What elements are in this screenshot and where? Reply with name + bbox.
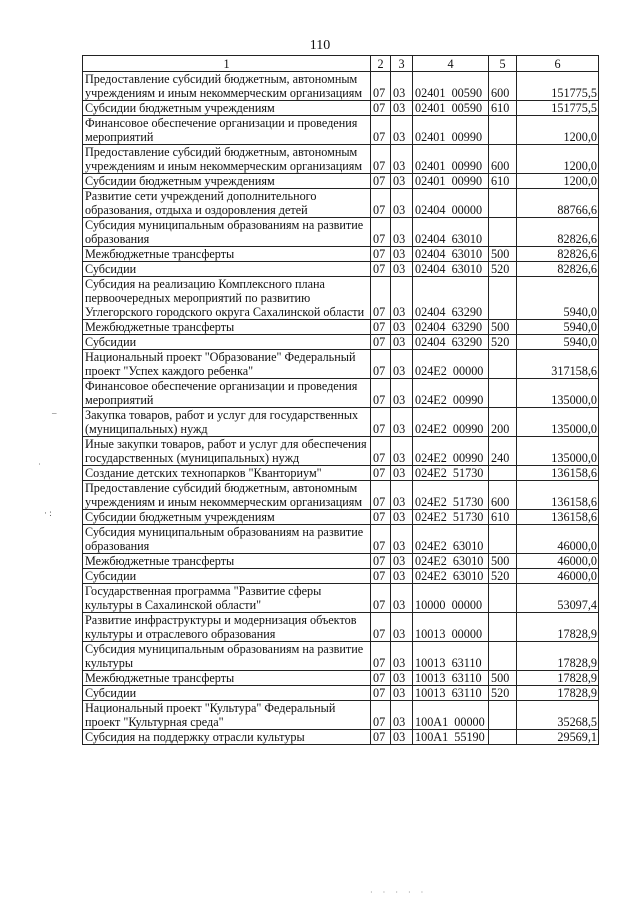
- row-expense-type: 610: [489, 510, 517, 525]
- table-row: [83, 730, 599, 745]
- table-row: [83, 379, 599, 408]
- row-section: 07: [371, 174, 391, 189]
- table-row: [83, 262, 599, 277]
- row-subsection: 03: [391, 671, 413, 686]
- header-col-5: 5: [489, 56, 517, 72]
- row-name: Закупка товаров, работ и услуг для государственных (муниципальных) нужд: [83, 408, 371, 437]
- table-row: [83, 116, 599, 145]
- row-amount: 17828,9: [517, 671, 599, 686]
- row-section: 07: [371, 730, 391, 745]
- row-amount: 29569,1: [517, 730, 599, 745]
- row-amount: 5940,0: [517, 335, 599, 350]
- row-target-article: 100A1 55190: [413, 730, 489, 745]
- row-section: 07: [371, 189, 391, 218]
- row-amount: 136158,6: [517, 510, 599, 525]
- table-row: [83, 554, 599, 569]
- row-expense-type: [489, 642, 517, 671]
- row-subsection: 03: [391, 101, 413, 116]
- scan-mark: –: [52, 408, 57, 418]
- row-section: 07: [371, 481, 391, 510]
- row-expense-type: [489, 116, 517, 145]
- row-subsection: 03: [391, 145, 413, 174]
- row-amount: 317158,6: [517, 350, 599, 379]
- row-subsection: 03: [391, 466, 413, 481]
- row-expense-type: [489, 189, 517, 218]
- row-target-article: 02404 00000: [413, 189, 489, 218]
- row-target-article: 024E2 00990: [413, 437, 489, 466]
- row-subsection: 03: [391, 116, 413, 145]
- row-amount: 136158,6: [517, 481, 599, 510]
- row-expense-type: 200: [489, 408, 517, 437]
- table-row: [83, 466, 599, 481]
- table-row: [83, 613, 599, 642]
- row-section: 07: [371, 510, 391, 525]
- row-section: 07: [371, 408, 391, 437]
- table-row: [83, 408, 599, 437]
- row-section: 07: [371, 262, 391, 277]
- row-name: Предоставление субсидий бюджетным, автономным учреждениям и иным некоммерческим организациям: [83, 72, 371, 101]
- row-target-article: 02401 00590: [413, 72, 489, 101]
- row-name: Развитие сети учреждений дополнительного образования, отдыха и оздоровления детей: [83, 189, 371, 218]
- row-subsection: 03: [391, 335, 413, 350]
- row-expense-type: [489, 730, 517, 745]
- row-expense-type: 610: [489, 101, 517, 116]
- row-name: Субсидия на реализацию Комплексного плана первоочередных мероприятий по развитию Углегорского городского округа Сахалинской области: [83, 277, 371, 320]
- row-target-article: 02404 63290: [413, 277, 489, 320]
- header-col-1: 1: [83, 56, 371, 72]
- row-subsection: 03: [391, 218, 413, 247]
- table-row: [83, 277, 599, 320]
- row-subsection: 03: [391, 569, 413, 584]
- row-section: 07: [371, 72, 391, 101]
- row-expense-type: 520: [489, 335, 517, 350]
- row-section: 07: [371, 277, 391, 320]
- row-subsection: 03: [391, 613, 413, 642]
- row-target-article: 02404 63010: [413, 247, 489, 262]
- row-section: 07: [371, 218, 391, 247]
- row-expense-type: 600: [489, 145, 517, 174]
- row-name: Субсидии бюджетным учреждениям: [83, 101, 371, 116]
- row-name: Межбюджетные трансферты: [83, 320, 371, 335]
- row-subsection: 03: [391, 701, 413, 730]
- row-section: 07: [371, 101, 391, 116]
- row-expense-type: [489, 277, 517, 320]
- row-subsection: 03: [391, 277, 413, 320]
- row-target-article: 100A1 00000: [413, 701, 489, 730]
- row-expense-type: [489, 525, 517, 554]
- row-name: Субсидии бюджетным учреждениям: [83, 174, 371, 189]
- row-target-article: 02404 63290: [413, 335, 489, 350]
- row-name: Субсидии: [83, 569, 371, 584]
- row-subsection: 03: [391, 584, 413, 613]
- row-expense-type: [489, 701, 517, 730]
- row-target-article: 02404 63290: [413, 320, 489, 335]
- row-subsection: 03: [391, 408, 413, 437]
- row-name: Иные закупки товаров, работ и услуг для обеспечения государственных (муниципальных) нужд: [83, 437, 371, 466]
- table-row: [83, 320, 599, 335]
- row-expense-type: 600: [489, 481, 517, 510]
- table-row: [83, 584, 599, 613]
- row-name: Субсидия муниципальным образованиям на развитие образования: [83, 525, 371, 554]
- row-expense-type: [489, 350, 517, 379]
- row-section: 07: [371, 437, 391, 466]
- table-row: [83, 437, 599, 466]
- table-row: [83, 701, 599, 730]
- row-amount: 82826,6: [517, 262, 599, 277]
- row-amount: 46000,0: [517, 525, 599, 554]
- row-amount: 53097,4: [517, 584, 599, 613]
- table-row: [83, 145, 599, 174]
- row-section: 07: [371, 145, 391, 174]
- row-name: Создание детских технопарков "Кванториум": [83, 466, 371, 481]
- budget-table: [82, 55, 599, 745]
- row-target-article: 10000 00000: [413, 584, 489, 613]
- row-section: 07: [371, 320, 391, 335]
- row-section: 07: [371, 613, 391, 642]
- row-subsection: 03: [391, 247, 413, 262]
- row-subsection: 03: [391, 174, 413, 189]
- row-amount: 82826,6: [517, 247, 599, 262]
- row-subsection: 03: [391, 320, 413, 335]
- row-subsection: 03: [391, 437, 413, 466]
- row-section: 07: [371, 671, 391, 686]
- row-name: Межбюджетные трансферты: [83, 671, 371, 686]
- header-col-3: 3: [391, 56, 413, 72]
- row-amount: 46000,0: [517, 569, 599, 584]
- table-row: [83, 174, 599, 189]
- row-name: Субсидии: [83, 335, 371, 350]
- row-expense-type: 610: [489, 174, 517, 189]
- row-expense-type: [489, 466, 517, 481]
- table-row: [83, 569, 599, 584]
- row-name: Субсидия муниципальным образованиям на развитие образования: [83, 218, 371, 247]
- row-section: 07: [371, 247, 391, 262]
- row-target-article: 10013 63110: [413, 686, 489, 701]
- row-section: 07: [371, 466, 391, 481]
- row-expense-type: 520: [489, 262, 517, 277]
- row-target-article: 02404 63010: [413, 262, 489, 277]
- row-amount: 1200,0: [517, 145, 599, 174]
- row-section: 07: [371, 686, 391, 701]
- row-target-article: 024E2 63010: [413, 525, 489, 554]
- header-col-2: 2: [371, 56, 391, 72]
- row-expense-type: 500: [489, 671, 517, 686]
- row-amount: 5940,0: [517, 320, 599, 335]
- row-subsection: 03: [391, 525, 413, 554]
- table-row: [83, 189, 599, 218]
- row-name: Национальный проект "Культура" Федеральный проект "Культурная среда": [83, 701, 371, 730]
- row-name: Субсидии бюджетным учреждениям: [83, 510, 371, 525]
- row-subsection: 03: [391, 481, 413, 510]
- row-amount: 135000,0: [517, 437, 599, 466]
- row-subsection: 03: [391, 510, 413, 525]
- row-section: 07: [371, 379, 391, 408]
- row-target-article: 10013 63110: [413, 671, 489, 686]
- row-name: Субсидия на поддержку отрасли культуры: [83, 730, 371, 745]
- scan-dots: · · · · ·: [370, 888, 428, 897]
- row-amount: 135000,0: [517, 379, 599, 408]
- row-name: Субсидии: [83, 686, 371, 701]
- row-subsection: 03: [391, 686, 413, 701]
- row-name: Субсидия муниципальным образованиям на развитие культуры: [83, 642, 371, 671]
- row-section: 07: [371, 350, 391, 379]
- row-section: 07: [371, 701, 391, 730]
- table-row: [83, 481, 599, 510]
- row-target-article: 024E2 00990: [413, 408, 489, 437]
- table-row: [83, 642, 599, 671]
- table-row: [83, 686, 599, 701]
- row-target-article: 024E2 00990: [413, 379, 489, 408]
- row-amount: 46000,0: [517, 554, 599, 569]
- table-row: [83, 218, 599, 247]
- row-amount: 5940,0: [517, 277, 599, 320]
- row-amount: 88766,6: [517, 189, 599, 218]
- header-col-4: 4: [413, 56, 489, 72]
- row-name: Национальный проект "Образование" Федеральный проект "Успех каждого ребенка": [83, 350, 371, 379]
- row-target-article: 024E2 51730: [413, 510, 489, 525]
- row-target-article: 024E2 63010: [413, 569, 489, 584]
- row-target-article: 024E2 00000: [413, 350, 489, 379]
- row-amount: 17828,9: [517, 613, 599, 642]
- row-name: Финансовое обеспечение организации и проведения мероприятий: [83, 116, 371, 145]
- row-expense-type: 240: [489, 437, 517, 466]
- table-row: [83, 101, 599, 116]
- row-expense-type: [489, 218, 517, 247]
- row-name: Межбюджетные трансферты: [83, 554, 371, 569]
- row-expense-type: [489, 584, 517, 613]
- row-subsection: 03: [391, 730, 413, 745]
- row-name: Субсидии: [83, 262, 371, 277]
- header-col-6: 6: [517, 56, 599, 72]
- scan-mark: · :: [44, 508, 52, 518]
- row-subsection: 03: [391, 72, 413, 101]
- row-target-article: 024E2 51730: [413, 466, 489, 481]
- row-target-article: 02401 00990: [413, 174, 489, 189]
- row-target-article: 02401 00590: [413, 101, 489, 116]
- row-section: 07: [371, 116, 391, 145]
- row-subsection: 03: [391, 189, 413, 218]
- row-expense-type: 500: [489, 247, 517, 262]
- row-target-article: 10013 00000: [413, 613, 489, 642]
- row-name: Межбюджетные трансферты: [83, 247, 371, 262]
- row-name: Финансовое обеспечение организации и проведения мероприятий: [83, 379, 371, 408]
- row-amount: 17828,9: [517, 686, 599, 701]
- row-amount: 17828,9: [517, 642, 599, 671]
- row-expense-type: 500: [489, 320, 517, 335]
- row-target-article: 024E2 63010: [413, 554, 489, 569]
- row-amount: 82826,6: [517, 218, 599, 247]
- row-name: Государственная программа "Развитие сферы культуры в Сахалинской области": [83, 584, 371, 613]
- row-expense-type: 600: [489, 72, 517, 101]
- row-name: Предоставление субсидий бюджетным, автономным учреждениям и иным некоммерческим организациям: [83, 145, 371, 174]
- row-amount: 35268,5: [517, 701, 599, 730]
- table-row: [83, 510, 599, 525]
- scan-mark: ˙: [38, 462, 41, 472]
- row-expense-type: 520: [489, 686, 517, 701]
- table-row: [83, 335, 599, 350]
- row-target-article: 10013 63110: [413, 642, 489, 671]
- row-section: 07: [371, 554, 391, 569]
- row-subsection: 03: [391, 554, 413, 569]
- row-expense-type: 520: [489, 569, 517, 584]
- row-subsection: 03: [391, 379, 413, 408]
- row-amount: 151775,5: [517, 72, 599, 101]
- table-row: [83, 671, 599, 686]
- row-amount: 136158,6: [517, 466, 599, 481]
- row-target-article: 02401 00990: [413, 116, 489, 145]
- row-expense-type: [489, 379, 517, 408]
- row-subsection: 03: [391, 642, 413, 671]
- row-section: 07: [371, 569, 391, 584]
- row-section: 07: [371, 525, 391, 554]
- table-row: [83, 525, 599, 554]
- table-row: [83, 72, 599, 101]
- row-name: Развитие инфраструктуры и модернизация объектов культуры и отраслевого образования: [83, 613, 371, 642]
- row-target-article: 02401 00990: [413, 145, 489, 174]
- row-section: 07: [371, 584, 391, 613]
- row-amount: 1200,0: [517, 116, 599, 145]
- row-amount: 151775,5: [517, 101, 599, 116]
- row-subsection: 03: [391, 262, 413, 277]
- row-section: 07: [371, 642, 391, 671]
- header-row: [83, 56, 599, 72]
- row-target-article: 024E2 51730: [413, 481, 489, 510]
- row-amount: 135000,0: [517, 408, 599, 437]
- row-expense-type: [489, 613, 517, 642]
- row-amount: 1200,0: [517, 174, 599, 189]
- row-expense-type: 500: [489, 554, 517, 569]
- row-section: 07: [371, 335, 391, 350]
- row-target-article: 02404 63010: [413, 218, 489, 247]
- row-subsection: 03: [391, 350, 413, 379]
- row-name: Предоставление субсидий бюджетным, автономным учреждениям и иным некоммерческим организациям: [83, 481, 371, 510]
- table-row: [83, 350, 599, 379]
- page-number: 110: [309, 38, 331, 53]
- table-row: [83, 247, 599, 262]
